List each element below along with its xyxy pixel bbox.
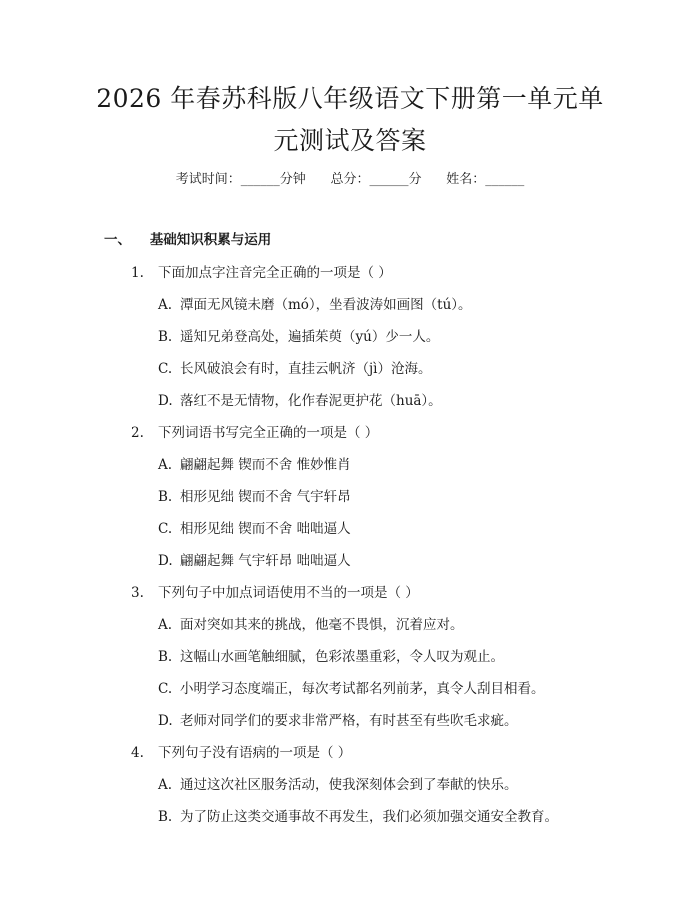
option-text: 通过这次社区服务活动，使我深刻体会到了奉献的快乐。 xyxy=(180,777,518,793)
option-letter: A. xyxy=(158,297,173,313)
option-text: 小明学习态度端正，每次考试都名列前茅，真令人刮目相看。 xyxy=(180,681,545,697)
option-text: 这幅山水画笔触细腻，色彩浓墨重彩，令人叹为观止。 xyxy=(180,649,504,665)
option-letter: D. xyxy=(158,553,173,569)
option-4a xyxy=(158,773,518,793)
option-1d xyxy=(158,389,442,409)
option-3b xyxy=(158,645,504,665)
option-text: 潭面无风镜未磨（mó），坐看波涛如画图（tú）。 xyxy=(180,297,472,313)
option-letter: A. xyxy=(158,617,173,633)
question-1 xyxy=(131,261,392,281)
option-1c xyxy=(158,357,432,377)
option-text: 老师对同学们的要求非常严格，有时甚至有些吹毛求疵。 xyxy=(180,713,518,729)
option-letter: A. xyxy=(158,777,173,793)
question-text: 下列词语书写完全正确的一项是（ ） xyxy=(158,425,379,441)
option-letter: B. xyxy=(158,329,173,345)
option-letter: B. xyxy=(158,649,173,665)
option-letter: A. xyxy=(158,457,173,473)
question-number: 1. xyxy=(131,265,144,281)
option-text: 相形见绌 锲而不舍 气宇轩昂 xyxy=(180,489,351,505)
option-letter: C. xyxy=(158,361,173,377)
option-letter: C. xyxy=(158,681,173,697)
option-1a xyxy=(158,293,472,313)
question-number: 3. xyxy=(131,585,144,601)
option-2a xyxy=(158,453,351,473)
option-3d xyxy=(158,709,518,729)
option-text: 面对突如其来的挑战，他毫不畏惧，沉着应对。 xyxy=(180,617,464,633)
section-title: 基础知识积累与运用 xyxy=(149,232,272,248)
question-text: 下列句子没有语病的一项是（ ） xyxy=(158,745,352,761)
option-2d xyxy=(158,549,351,569)
question-3 xyxy=(131,581,419,601)
option-text: 相形见绌 锲而不舍 咄咄逼人 xyxy=(180,521,351,537)
option-1b xyxy=(158,325,439,345)
option-letter: D. xyxy=(158,393,173,409)
option-letter: C. xyxy=(158,521,173,537)
option-2c xyxy=(158,517,351,537)
document-title-line-2: 元测试及答案 xyxy=(273,126,427,155)
section-heading xyxy=(104,228,271,248)
option-letter: B. xyxy=(158,809,173,825)
question-number: 4. xyxy=(131,745,144,761)
question-text: 下面加点字注音完全正确的一项是（ ） xyxy=(158,265,392,281)
option-letter: D. xyxy=(158,713,173,729)
document-title-line-1: 2026 年春苏科版八年级语文下册第一单元单 xyxy=(96,84,604,113)
option-text: 翩翩起舞 锲而不舍 惟妙惟肖 xyxy=(180,457,351,473)
option-text: 为了防止这类交通事故不再发生，我们必须加强交通安全教育。 xyxy=(180,809,558,825)
option-letter: B. xyxy=(158,489,173,505)
option-text: 长风破浪会有时，直挂云帆济（jì）沧海。 xyxy=(180,361,432,377)
question-4 xyxy=(131,741,351,761)
question-number: 2. xyxy=(131,425,144,441)
exam-info-line: 考试时间：______分钟 总分：______分 姓名：______ xyxy=(175,172,525,187)
option-text: 翩翩起舞 气宇轩昂 咄咄逼人 xyxy=(180,553,351,569)
section-number: 一、 xyxy=(104,232,131,248)
option-2b xyxy=(158,485,351,505)
option-3c xyxy=(158,677,545,697)
option-text: 遥知兄弟登高处，遍插茱萸（yú）少一人。 xyxy=(180,329,440,345)
option-4b xyxy=(158,805,558,825)
option-3a xyxy=(158,613,464,633)
question-text: 下列句子中加点词语使用不当的一项是（ ） xyxy=(158,585,419,601)
option-text: 落红不是无情物，化作春泥更护花（huā）。 xyxy=(180,393,442,409)
question-2 xyxy=(131,421,378,441)
